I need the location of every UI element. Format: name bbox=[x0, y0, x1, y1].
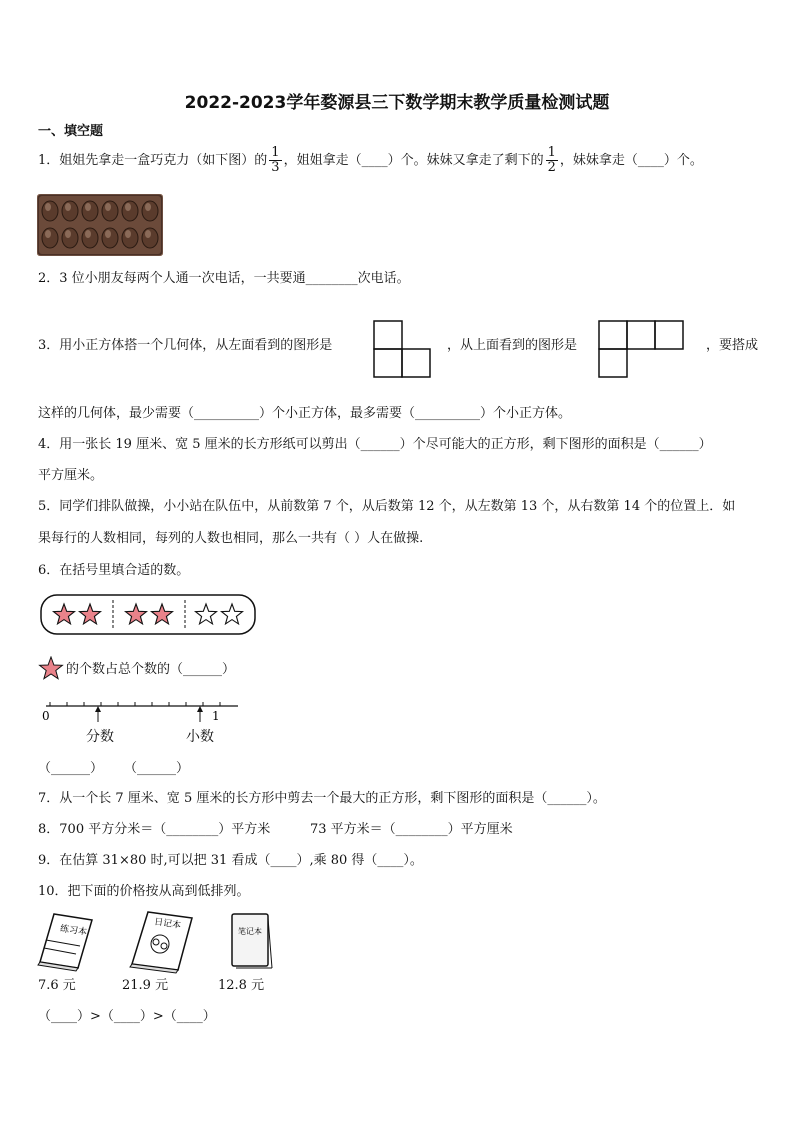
question-3-line2: 这样的几何体，最少需要（__________）个小正方体，最多需要（__________）个小正方体。 bbox=[38, 406, 572, 421]
chocolate-highlight bbox=[65, 203, 71, 211]
answer-blank-right: （______） bbox=[124, 761, 190, 776]
top-view-figure bbox=[598, 320, 688, 380]
chocolate-piece bbox=[82, 228, 98, 248]
chocolate-box-image bbox=[37, 194, 163, 256]
page-title: 2022-2023学年婺源县三下数学期末教学质量检测试题 bbox=[184, 93, 610, 113]
axis-label-one: 1 bbox=[212, 709, 220, 723]
star-filled-icon bbox=[126, 604, 147, 624]
question-6-star-caption: 的个数占总个数的（______） bbox=[66, 662, 236, 677]
answer-blank-left: （______） bbox=[38, 761, 104, 776]
chocolate-highlight bbox=[65, 230, 71, 238]
q1-text-a: 1．姐姐先拿走一盒巧克力（如下图）的 bbox=[38, 153, 268, 168]
chocolate-piece bbox=[122, 201, 138, 221]
chocolate-highlight bbox=[145, 230, 151, 238]
diary-book-image bbox=[126, 908, 198, 974]
question-3-text-a: 3．用小正方体搭一个几何体，从左面看到的图形是 bbox=[38, 338, 333, 353]
chocolate-piece bbox=[142, 228, 158, 248]
chocolate-highlight bbox=[45, 203, 51, 211]
book2-title: 日记本 bbox=[153, 917, 182, 932]
price-1: 7.6 元 bbox=[38, 978, 76, 993]
number-line-figure bbox=[38, 698, 248, 758]
chocolate-highlight bbox=[145, 203, 151, 211]
question-8-a: 8．700 平方分米＝（________）平方米 bbox=[38, 822, 271, 837]
question-5-line2: 果每行的人数相同，每列的人数也相同，那么一共有（ ）人在做操. bbox=[38, 531, 424, 546]
question-5-line1: 5．同学们排队做操，小小站在队伍中，从前数第 7 个，从后数第 12 个，从左数第 13 个，从右数第 14 个的位置上．如 bbox=[38, 499, 736, 514]
chocolate-highlight bbox=[85, 203, 91, 211]
chocolate-highlight bbox=[105, 230, 111, 238]
star-empty-icon bbox=[196, 604, 217, 624]
arrow-up-icon bbox=[197, 706, 203, 712]
star-empty-icon bbox=[222, 604, 243, 624]
fraction-one-third: $\frac{1}{3}$ bbox=[271, 145, 280, 175]
question-10-text: 10．把下面的价格按从高到低排列。 bbox=[38, 884, 250, 899]
star-filled-icon bbox=[54, 604, 75, 624]
book3-title: 笔记本 bbox=[238, 927, 262, 936]
price-order-blanks: （____）>（____）>（____） bbox=[38, 1009, 216, 1024]
question-7: 7．从一个长 7 厘米、宽 5 厘米的长方形中剪去一个最大的正方形，剩下图形的面积是（______）。 bbox=[38, 791, 606, 806]
chocolate-piece bbox=[62, 228, 78, 248]
price-3: 12.8 元 bbox=[218, 978, 265, 993]
chocolate-piece bbox=[62, 201, 78, 221]
star-filled-icon bbox=[152, 604, 173, 624]
price-2: 21.9 元 bbox=[122, 978, 169, 993]
chocolate-highlight bbox=[125, 230, 131, 238]
chocolate-piece bbox=[102, 228, 118, 248]
star-icon bbox=[38, 656, 64, 682]
question-6-text: 6．在括号里填合适的数。 bbox=[38, 563, 190, 578]
question-4-line2: 平方厘米。 bbox=[38, 468, 104, 483]
label-fraction: 分数 bbox=[86, 729, 114, 745]
question-3-text-c: ，要搭成 bbox=[706, 338, 759, 353]
fraction-one-half: $\frac{1}{2}$ bbox=[547, 145, 556, 175]
notebook-image bbox=[226, 910, 276, 972]
arrow-up-icon bbox=[95, 706, 101, 712]
chocolate-highlight bbox=[125, 203, 131, 211]
chocolate-highlight bbox=[85, 230, 91, 238]
question-4-line1: 4．用一张长 19 厘米、宽 5 厘米的长方形纸可以剪出（______）个尽可能大的正方形，剩下图形的面积是（______） bbox=[38, 437, 712, 452]
chocolate-piece bbox=[42, 228, 58, 248]
question-3-text-b: ，从上面看到的图形是 bbox=[447, 338, 578, 353]
chocolate-piece bbox=[102, 201, 118, 221]
q1-text-b: ，姐姐拿走（____）个。妹妹又拿走了剩下的 bbox=[283, 153, 544, 168]
book1-title: 练习本 bbox=[59, 924, 88, 938]
section-heading: 一、填空题 bbox=[38, 124, 104, 139]
axis-label-zero: 0 bbox=[42, 709, 50, 723]
star-filled-icon bbox=[80, 604, 101, 624]
star-row-figure bbox=[40, 594, 256, 636]
exercise-book-image bbox=[36, 910, 94, 972]
chocolate-highlight bbox=[45, 230, 51, 238]
chocolate-piece bbox=[82, 201, 98, 221]
question-1 bbox=[38, 146, 703, 175]
question-9: 9．在估算 31×80 时,可以把 31 看成（____）,乘 80 得（____）。 bbox=[38, 853, 423, 868]
chocolate-piece bbox=[122, 228, 138, 248]
question-8-b: 73 平方米＝（________）平方厘米 bbox=[310, 822, 513, 837]
question-2: 2．3 位小朋友每两个人通一次电话，一共要通________次电话。 bbox=[38, 271, 410, 286]
chocolate-piece bbox=[142, 201, 158, 221]
chocolate-piece bbox=[42, 201, 58, 221]
left-view-figure bbox=[373, 320, 433, 380]
label-decimal: 小数 bbox=[186, 729, 214, 745]
chocolate-highlight bbox=[105, 203, 111, 211]
q1-text-c: ，妹妹拿走（____）个。 bbox=[559, 153, 703, 168]
